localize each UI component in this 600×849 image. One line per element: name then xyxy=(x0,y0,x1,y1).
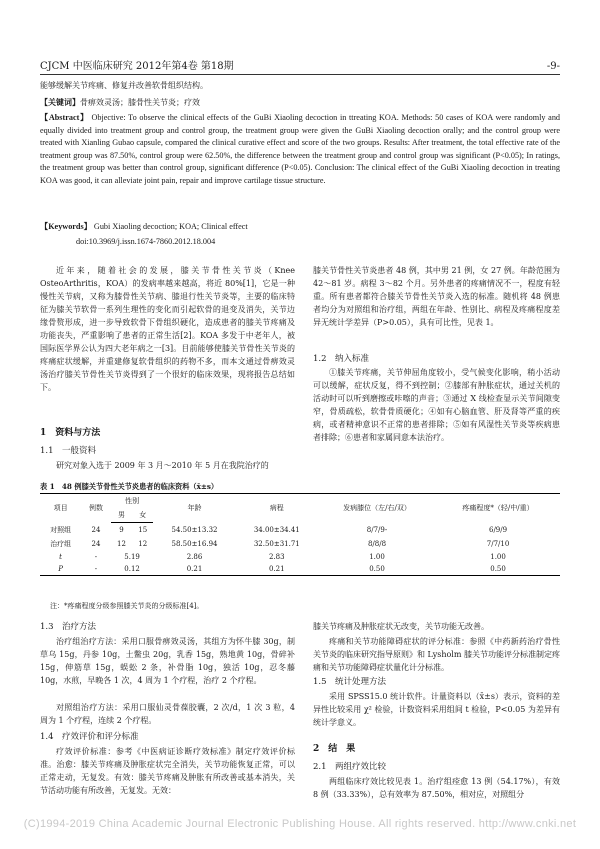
control-method-text: 对照组治疗方法：采用口服仙灵骨葆胶囊，2 次/d，1 次 3 粒，4 周为 1 个疗程，连续 2 个疗程。 xyxy=(40,703,295,725)
section-1-heading: 1 资料与方法 xyxy=(40,428,101,438)
table-cell: 0.21 xyxy=(236,563,318,576)
table-cell: 7/7/10 xyxy=(486,539,510,548)
abstract-en-text: Objective: To observe the clinical effects of the GuBi Xiaoling decoction in ttreating KOA. Methods: 50 cases of KOA were randomly and equally divided into treatment group and control group, the treatment group were given the GuBi Xiaoling decoction orally; and the control group were treated with Xianling Gubao capsule, compared the clinical curative effect and score of the two groups. Results: After treatment, the total effective rate of the treatment group was 87.50%, control group were 62.50%, the difference between the treatment group and control group was significant (P<0.05); In ratings, the treatment group was better than control group, significant difference (P<0.05). Conclusion: The clinical effect of the GuBi Xiaoling decoction in treating KOA was good, it can alleviate joint pain, repair and improve cartilage tissue structure. xyxy=(40,113,561,185)
table-cell: 2.86 xyxy=(186,552,203,561)
inclusion-criteria-text: ①膝关节疼痛，关节伸屈角度较小，受气候变化影响，稍小活动可以缓解，症状反复，得不到控制；②膝部有肿胀症状，通过关机的活动时可以听到磨擦或咔嚓的声音；③通过 X 线检查显示关节间隙变窄，骨质疏松，软骨骨质硬化；④如有心脑血管、肝及肾等严重的疾病，或者精神意识不正常的患者排除；⑤如有风湿性关节炎等疾病患者排除；⑥患者和家属同意本法治疗。 xyxy=(313,368,560,442)
abstract-en xyxy=(40,112,560,188)
col-pain: 疼痛程度*（轻/中/重） xyxy=(436,494,560,523)
efficacy-criteria-text: 疗效评价标准：参考《中医病证诊断疗效标准》制定疗效评价标准。治愈：膝关节疼痛及肿胀症状完全消失，关节功能恢复正常，可以正常走动，无复发。有效：膝关节疼痛及肿胀有所改善或基本消失，关节活动功能有所改善，无复发。无效： xyxy=(40,747,295,795)
table-row xyxy=(40,551,560,563)
keywords-zh xyxy=(40,96,560,109)
table-row xyxy=(40,523,560,537)
table-cell: P xyxy=(40,563,81,576)
table-cell: 34.00±34.41 xyxy=(253,525,300,534)
table-row xyxy=(40,537,560,551)
section-2-heading: 2 结 果 xyxy=(313,744,356,754)
efficacy-criteria-continued: 膝关节疼痛及肿胀症状无改变，关节功能无改善。 xyxy=(313,622,489,631)
table-cell: 8/7/9- xyxy=(366,525,388,534)
table-cell: 54.50±13.32 xyxy=(171,525,218,534)
table-cell: 0.12 xyxy=(111,563,154,576)
col-male: 男 xyxy=(111,508,132,523)
doi: doi:10.3969/j.issn.1674-7860.2012.18.004 xyxy=(76,237,216,246)
keywords-en-label: 【Keywords】 xyxy=(40,222,92,231)
table-cell: t xyxy=(59,552,62,561)
table-cell: 0.50 xyxy=(318,563,436,576)
table-cell: - xyxy=(94,552,98,561)
table-cell: 0.21 xyxy=(153,563,235,576)
results-text: 两组临床疗效比较见表 1。治疗组痊愈 13 例（54.17%），有效 8 例（33.33%），总有效率为 87.50%，相对应，对照组分 xyxy=(313,777,560,799)
col-course: 病程 xyxy=(236,494,318,523)
section-1-3-heading: 1.3 治疗方法 xyxy=(40,622,97,632)
table-cell: - xyxy=(81,563,111,576)
introduction-paragraph: 近年来，随着社会的发展，膝关节骨性关节炎（Knee OsteoArthritis，KOA）的发病率越来越高，将近 80%[1]，它是一种慢性关节病，又称为膝骨性关节病、膝退行性关节炎等，主要的临床特征为膝关节软骨一系列生理性的变化而引起软骨的退变及消失，关节边缘骨赘形成，进一步导致软骨下骨组织硬化，造成患者的膝关节疼痛及功能丧失，严重影响了患者的正常生活[2]。KOA 多发于中老年人，被国际医学界公认为四大老年病之一[3]。目前能够使膝关节骨性关节炎的疼痛症状缓解，并重建修复软骨组织的药物不多，而本文通过骨痹效灵汤治疗膝关节骨性关节炎得到了一个很好的临床效果，现将报告总结如下。 xyxy=(40,266,295,392)
table-cell: 15 xyxy=(138,525,148,534)
table-cell: 治疗组 xyxy=(50,539,72,548)
table-cell: 1.00 xyxy=(490,552,506,561)
table-1-caption: 表 1 48 例膝关节骨性关节炎患者的临床资料（x̄±s） xyxy=(40,482,219,491)
statistics-text: 采用 SPSS15.0 统计软件。计量资料以（x̄±s）表示，资料的差异性比较采用 χ² 检验，计数资料采用组间 t 检验，P<0.05 为差异有统计学意义。 xyxy=(313,692,560,727)
table-cell: 对照组 xyxy=(50,525,72,534)
table-1 xyxy=(40,493,560,576)
table-cell: 32.50±31.71 xyxy=(253,539,300,548)
table-cell: 5.19 xyxy=(124,552,140,561)
table-cell: 9 xyxy=(119,525,124,534)
section-1-4-heading: 1.4 疗效评价和评分标准 xyxy=(40,732,139,742)
running-header xyxy=(40,56,560,75)
table-cell: 1.00 xyxy=(369,552,385,561)
table-cell: 58.50±16.94 xyxy=(171,539,218,548)
copyright-footer: (C)1994-2019 China Academic Journal Electronic Publishing House. All rights reserved. http://www.cnki.net xyxy=(23,818,577,830)
table-1-note: 注：*疼痛程度分级参照膝关节炎的分级标准[4]。 xyxy=(50,602,204,610)
col-gender: 性别 xyxy=(111,494,154,509)
general-data-continued: 膝关节骨性关节炎患者 48 例，其中男 21 例，女 27 例。年龄范围为 42～81 岁。病程 3～82 个月。另外患者的疼痛情况不一，程度有轻重。所有患者都符合膝关节骨性关节炎入选的标准。随机将 48 例患者均分为对照组和治疗组，两组在年龄、性别比、病程及疼痛程度差异无统计学差异（P>0.05），具有可比性，见表 1。 xyxy=(313,266,560,327)
section-1-2-heading: 1.2 纳入标准 xyxy=(313,354,370,364)
col-item: 项目 xyxy=(40,494,81,523)
journal-title: CJCM 中医临床研究 2012年第4卷 第18期 xyxy=(40,61,234,72)
col-female: 女 xyxy=(132,508,153,523)
abstract-en-label: 【Abstract】 xyxy=(40,113,89,122)
section-1-1-text: 研究对象入选于 2009 年 3 月～2010 年 5 月在我院治疗的 xyxy=(56,461,269,470)
section-1-5-heading: 1.5 统计处理方法 xyxy=(313,677,387,687)
col-age: 年龄 xyxy=(153,494,235,523)
keywords-zh-label: 【关键词】 xyxy=(40,97,80,107)
table-cell: 8/8/8 xyxy=(367,539,387,548)
keywords-en xyxy=(40,221,560,234)
keywords-zh-text: 骨痹效灵汤；膝骨性关节炎；疗效 xyxy=(80,98,200,107)
section-2-1-heading: 2.1 两组疗效比较 xyxy=(313,762,387,772)
page-number: -9- xyxy=(546,61,560,72)
table-cell: 6/9/9 xyxy=(488,525,508,534)
table-cell: 24 xyxy=(91,525,101,534)
col-onset: 发病膝位（左/右/双） xyxy=(318,494,436,523)
abstract-zh-tail: 能够缓解关节疼痛、修复并改善软骨组织结构。 xyxy=(40,81,208,90)
table-cell: 12 xyxy=(138,539,148,548)
table-row xyxy=(40,563,560,576)
keywords-en-text: Gubi Xiaoling decoction; KOA; Clinical effect xyxy=(93,222,248,231)
scoring-criteria-text: 疼痛和关节功能障碍症状的评分标准：参照《中药新药治疗骨性关节炎的临床研究指导原则》和 Lysholm 膝关节功能评分标准制定疼痛和关节功能障碍症状量化计分标准。 xyxy=(313,637,560,672)
table-cell: 12 xyxy=(116,539,126,548)
col-cases: 例数 xyxy=(81,494,111,523)
section-1-1-heading: 1.1 一般资料 xyxy=(40,446,97,456)
table-cell: 0.50 xyxy=(436,563,560,576)
treatment-method-text: 治疗组治疗方法：采用口服骨痹效灵汤，其组方为怀牛膝 30g，制草乌 15g，丹参 10g，土鳖虫 20g，乳香 15g，熟地黄 10g，骨碎补 15g，伸筋草 15g，蜈蚣 2 条，补骨脂 10g，独活 10g，忍冬藤 10g，水煎，早晚各 1 次，4 周为 1 个疗程，治疗 2 个疗程。 xyxy=(40,637,295,685)
table-cell: 24 xyxy=(91,539,101,548)
table-cell: 2.83 xyxy=(269,552,285,561)
